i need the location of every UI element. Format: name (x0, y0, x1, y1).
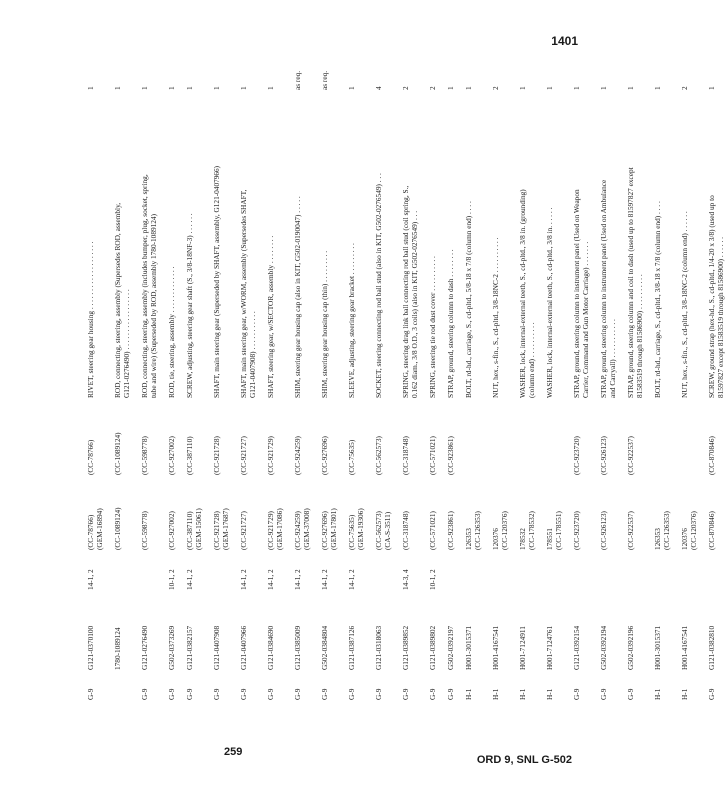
reference-cell: (CC-926123) (599, 511, 608, 550)
part-number-cell: H001-4167541 (680, 625, 689, 670)
mfr-number-cell: (CC-75635) (347, 439, 356, 475)
group-cell: G-9 (707, 688, 716, 700)
group-cell: G-9 (401, 688, 410, 700)
quantity-cell: 1 (707, 86, 716, 90)
part-number-cell: G121-0318063 (374, 625, 383, 670)
description-cell: SOCKET, steering connecting rod ball stud (also in KIT, G502-0276549) . . . (374, 173, 383, 398)
reference-cell: (CC-923720) (572, 511, 581, 550)
figure-cell: 14-1, 2 (185, 569, 194, 590)
mfr-number-cell: (CC-924259) (293, 436, 302, 475)
group-cell: G-9 (626, 688, 635, 700)
mfr-number-cell: (CC-923861) (446, 436, 455, 475)
mfr-number-cell: (CC-571021) (428, 436, 437, 475)
part-number-cell: G502-0392196 (626, 625, 635, 670)
quantity-cell: 1 (239, 86, 248, 90)
part-number-cell: H001-4167541 (491, 625, 500, 670)
mfr-number-cell: (CC-921729) (266, 436, 275, 475)
group-cell: G-9 (86, 688, 95, 700)
description-cell: SHIM, steering gear housing cap (also in KIT, G502-0190047) . . . . . (293, 196, 302, 398)
footer-page-number: 259 (224, 746, 243, 758)
description-cell: SHAFT, steering gear, w/SECTOR, assembly . . . . . . . . (266, 235, 275, 398)
reference-cell: 120376 (CC-120376) (680, 511, 698, 550)
mfr-number-cell: (CC-927696) (320, 436, 329, 475)
reference-cell: (CC-870846) (707, 511, 716, 550)
description-cell: ROD, connecting, steering, assembly (includes bumper, plug, socket, spring, tube and wire) (Superseded by ROD, assembly 1780-1089124) (140, 174, 158, 398)
quantity-cell: 1 (212, 86, 221, 90)
mfr-number-cell: (CC-922537) (626, 436, 635, 475)
description-cell: ROD, connecting, steering, assembly (Supersedes ROD, assembly, G121-0276490) . . . . . . . . . . . . . . . . . (113, 202, 131, 398)
group-cell: G-9 (140, 688, 149, 700)
group-cell: H-1 (680, 688, 689, 700)
quantity-cell: 1 (518, 86, 527, 90)
group-cell: H-1 (518, 688, 527, 700)
part-number-cell: H001-3015371 (653, 625, 662, 670)
mfr-number-cell: (CC-78766) (86, 439, 95, 475)
description-cell: SCREW, ground strap (hex-hd., S., cd-pltd., 1/4-20 x 3/8) (used up to 81597827 except 81583519 through 81586900) . . . . . . (707, 195, 725, 398)
quantity-cell: 1 (113, 86, 122, 90)
reference-cell: (CC-1089124) (113, 507, 122, 550)
quantity-cell: 1 (572, 86, 581, 90)
description-cell: WASHER, lock, internal-external teeth, S., cd-pltd., 3/8 in. . . . . . (545, 207, 554, 398)
group-cell: G-9 (446, 688, 455, 700)
description-cell: NUT, hex., s-fin., S., cd-pltd., 3/8-18NC-2 (column end) . . . . . . (680, 211, 689, 398)
group-cell: G-9 (428, 688, 437, 700)
description-cell: SHAFT, main steering gear (Superseded by SHAFT, assembly, G121-0407966) (212, 165, 221, 398)
group-cell: G-9 (167, 688, 176, 700)
quantity-cell: 1 (347, 86, 356, 90)
reference-cell: (CC-387110) (GEM-15061) (185, 508, 203, 550)
reference-cell: (CC-927696) (GEM-17801) (320, 508, 338, 550)
group-cell: G-9 (320, 688, 329, 700)
quantity-cell: 2 (401, 86, 410, 90)
quantity-cell: 2 (491, 86, 500, 90)
group-cell: G-9 (599, 688, 608, 700)
description-cell: STRAP, ground, steering column to instrument panel (Used on Weapon Carrier, Command and Gun Motor Carriage) . . . . . . . (572, 189, 590, 398)
mfr-number-cell: (CC-318748) (401, 436, 410, 475)
part-number-cell: G121-0382157 (185, 625, 194, 670)
reference-cell: 120376 (CC-120376) (491, 511, 509, 550)
figure-cell: 10-1, 2 (167, 569, 176, 590)
description-cell: SLEEVE, adjusting, steering gear bracket . . . . . . . . . (347, 243, 356, 398)
description-cell: SPRING, steering tie rod dust cover . . . . . . . . . . (428, 256, 437, 398)
reference-cell: (CC-921728) (GEM-17687) (212, 508, 230, 550)
description-cell: BOLT, rd-hd., carriage, S., cd-pltd., 3/8-18 x 7/8 (column end) . . . . (653, 201, 662, 398)
part-number-cell: G121-0276490 (140, 625, 149, 670)
reference-cell: 178532 (CC-178532) (518, 511, 536, 550)
quantity-cell: 1 (86, 86, 95, 90)
group-cell: G-9 (239, 688, 248, 700)
group-cell: G-9 (347, 688, 356, 700)
group-cell: G-9 (572, 688, 581, 700)
part-number-cell: H001-7124761 (545, 625, 554, 670)
group-cell: G-9 (293, 688, 302, 700)
description-cell: RIVET, steering gear housing . . . . . . . . . . . . . . . . . . . (86, 241, 95, 398)
quantity-cell: 1 (266, 86, 275, 90)
part-number-cell: G121-0385009 (293, 625, 302, 670)
figure-cell: 14-1, 2 (320, 569, 329, 590)
parts-table (80, 65, 725, 700)
quantity-cell: 1 (140, 86, 149, 90)
quantity-cell: as req. (293, 70, 302, 90)
group-cell: G-9 (212, 688, 221, 700)
description-cell: STRAP, ground, steering column to instrument panel (Used on Ambulance and Carryall) . . . . . . . . . . . (599, 179, 617, 398)
mfr-number-cell: (CC-1089124) (113, 432, 122, 475)
reference-cell: 126353 (CC-126353) (653, 511, 671, 550)
description-cell: SHAFT, main steering gear, w/WORM, assembly (Supersedes SHAFT, G121-0407908) . . . . . . . . . . . (239, 189, 257, 398)
footer-document-id: ORD 9, SNL G-502 (476, 754, 572, 766)
mfr-number-cell: (CC-921728) (212, 436, 221, 475)
quantity-cell: 1 (599, 86, 608, 90)
description-cell: SPRING, steering drag link ball connecting rod ball stud (coil spring, S., 0.162 diam., 3/8 O.D., 3 coils) (also in KIT, G502-0276549) . . . (401, 185, 419, 398)
reference-cell: (CC-571021) (428, 511, 437, 550)
mfr-number-cell: (CC-927002) (167, 436, 176, 475)
figure-cell: 14-1, 2 (347, 569, 356, 590)
quantity-cell: 2 (680, 86, 689, 90)
part-number-cell: 1780-1089124 (113, 627, 122, 670)
quantity-cell: 1 (545, 86, 554, 90)
page-number: 1401 (551, 34, 578, 48)
description-cell: ROD, tie, steering, assembly . . . . . . . . . . . . . (167, 266, 176, 398)
reference-cell: (CC-78766) (GEM-16894) (86, 508, 104, 550)
quantity-cell: 1 (464, 86, 473, 90)
figure-cell: 14-1, 2 (239, 569, 248, 590)
quantity-cell: 1 (185, 86, 194, 90)
mfr-number-cell: (CC-923720) (572, 436, 581, 475)
part-number-cell: G121-0387126 (347, 625, 356, 670)
part-number-cell: G121-0384690 (266, 625, 275, 670)
figure-cell: 10-1, 2 (428, 569, 437, 590)
part-number-cell: H001-3015371 (464, 625, 473, 670)
group-cell: G-9 (266, 688, 275, 700)
reference-cell: (CC-923861) (446, 511, 455, 550)
part-number-cell: G502-0384804 (320, 625, 329, 670)
mfr-number-cell: (CC-921727) (239, 436, 248, 475)
mfr-number-cell: (CC-387110) (185, 436, 194, 475)
part-number-cell: G121-0382810 (707, 625, 716, 670)
part-number-cell: G121-0392154 (572, 625, 581, 670)
reference-cell: 178551 (CC-178551) (545, 511, 563, 550)
quantity-cell: 1 (626, 86, 635, 90)
group-cell: H-1 (653, 688, 662, 700)
reference-cell: (CC-598778) (140, 511, 149, 550)
description-cell: BOLT, rd-hd., carriage, S., cd-pltd., 5/8-18 x 7/8 (column end) . . . . (464, 201, 473, 398)
reference-cell: (CC-921727) (239, 511, 248, 550)
quantity-cell: 1 (167, 86, 176, 90)
reference-cell: (CC-318748) (401, 511, 410, 550)
quantity-cell: 1 (653, 86, 662, 90)
figure-cell: 14-1, 2 (86, 569, 95, 590)
part-number-cell: G121-0389852 (401, 625, 410, 670)
group-cell: H-1 (464, 688, 473, 700)
figure-cell: 14-3, 4 (401, 569, 410, 590)
description-cell: NUT, hex., s-fin., S., cd-pltd., 3/8-18NC-2 . . . . . . . . . . (491, 237, 500, 398)
reference-cell: (CC-75635) (GEM-19306) (347, 508, 365, 550)
mfr-number-cell: (CC-562573) (374, 436, 383, 475)
description-cell: SCREW, adjusting, steering gear shaft (S., 3/8-18NF-3) . . . . . . (185, 213, 194, 398)
quantity-cell: as req. (320, 70, 329, 90)
figure-cell: 14-1, 2 (293, 569, 302, 590)
quantity-cell: 1 (446, 86, 455, 90)
description-cell: STRAP, ground, steering column to dash . . . . . . . . (446, 249, 455, 398)
reference-cell: 126353 (CC-126353) (464, 511, 482, 550)
description-cell: WASHER, lock, internal-external teeth, S., cd-pltd., 3/8 in. (grounding) (column end) . . . . . . . . . . (518, 189, 536, 398)
mfr-number-cell: (CC-598778) (140, 436, 149, 475)
description-cell: SHIM, steering gear housing cap (thin) . . . . . . . . . (320, 250, 329, 398)
reference-cell: (CC-924259) (GEM-37008) (293, 508, 311, 550)
part-number-cell: G121-0407908 (212, 625, 221, 670)
quantity-cell: 4 (374, 86, 383, 90)
group-cell: G-9 (185, 688, 194, 700)
group-cell: H-1 (545, 688, 554, 700)
figure-cell: 14-1, 2 (266, 569, 275, 590)
group-cell: G-9 (374, 688, 383, 700)
part-number-cell: G121-0370100 (86, 625, 95, 670)
part-number-cell: G121-0389802 (428, 625, 437, 670)
reference-cell: (CC-921729) (GEM-17086) (266, 508, 284, 550)
description-cell: STRAP, ground, steering column and coil to dash (used up to 81597827 except 81583519 through 81586900) . . . . . . . . . . (626, 167, 644, 398)
part-number-cell: G502-0392194 (599, 625, 608, 670)
group-cell: H-1 (491, 688, 500, 700)
part-number-cell: G502-0392197 (446, 625, 455, 670)
quantity-cell: 2 (428, 86, 437, 90)
reference-cell: (CC-562573) (CA-S-3511) (374, 511, 392, 550)
part-number-cell: G121-0407966 (239, 625, 248, 670)
part-number-cell: G502-0373269 (167, 625, 176, 670)
reference-cell: (CC-922537) (626, 511, 635, 550)
mfr-number-cell: (CC-926123) (599, 436, 608, 475)
mfr-number-cell: (CC-870846) (707, 436, 716, 475)
reference-cell: (CC-927002) (167, 511, 176, 550)
part-number-cell: H001-7124911 (518, 626, 527, 670)
